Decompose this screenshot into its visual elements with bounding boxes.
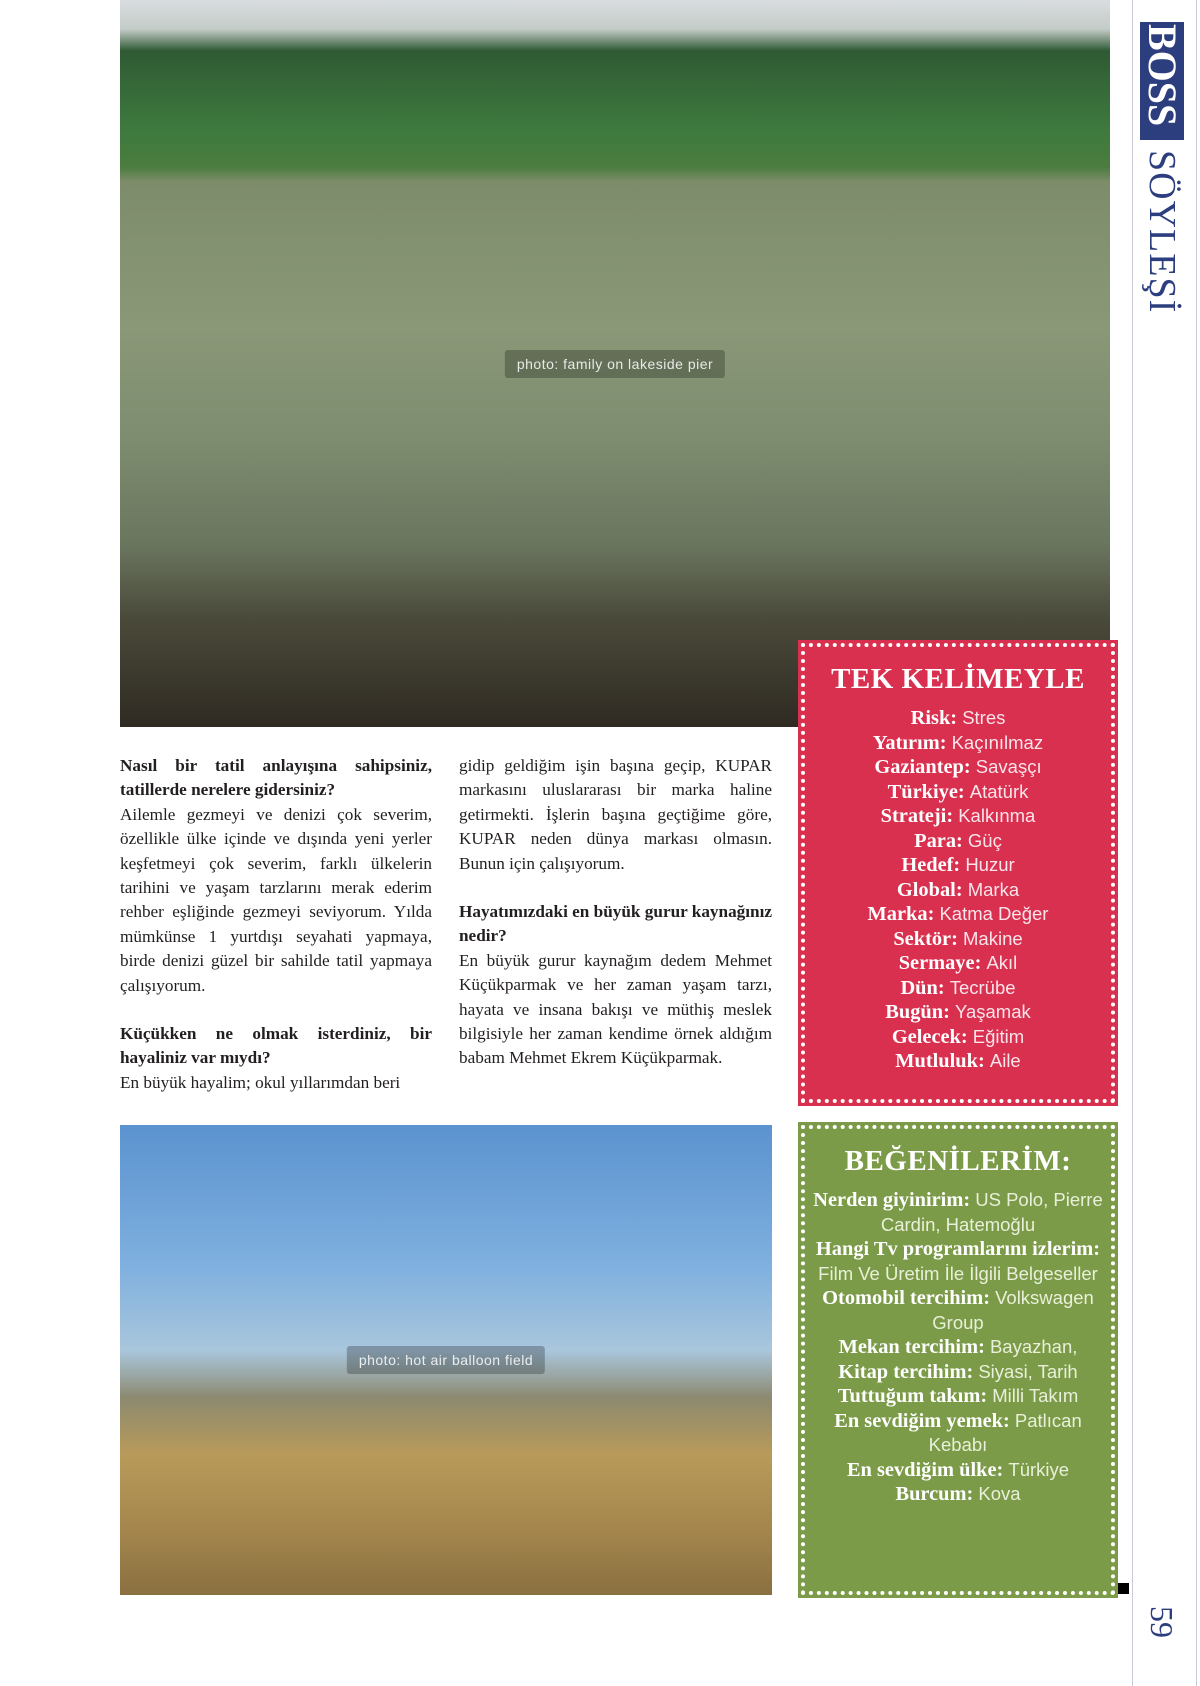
like-item-value: Kova (978, 1483, 1021, 1504)
begenilerim-box (801, 1125, 1115, 1595)
like-item-value: Volkswagen Group (932, 1287, 1094, 1333)
like-item: Mekan tercihim: Bayazhan, (838, 1336, 1078, 1358)
word-item-key: Mutluluk (895, 1050, 978, 1072)
word-item-key: Bugün (885, 1001, 944, 1023)
word-item: Para: Güç (914, 829, 1002, 852)
like-item-key: Otomobil tercihim (822, 1287, 984, 1309)
like-item-key: Hangi Tv programlarını izlerim (815, 1238, 1094, 1260)
like-item: Hangi Tv programlarını izlerim: Film Ve Üretim İle İlgili Belgeseller (815, 1238, 1101, 1284)
word-item-key: Sermaye (898, 952, 975, 974)
word-item-value: Marka (967, 878, 1020, 900)
like-item-key: Mekan tercihim (838, 1336, 979, 1358)
question: Küçükken ne olmak isterdiniz, bir hayaliniz var mıydı? (120, 1024, 432, 1068)
word-item-value: Stres (962, 707, 1006, 728)
page-sidebar (1130, 0, 1200, 1686)
word-item-value: Tecrübe (949, 976, 1016, 998)
word-item: Yatırım: Kaçınılmaz (872, 731, 1044, 754)
box-title: BEĞENİLERİM: (844, 1145, 1072, 1177)
like-item: Burcum: Kova (895, 1483, 1021, 1505)
photo-placeholder-label: photo: family on lakeside pier (505, 350, 725, 378)
answer: Ailemle gezmeyi ve denizi çok severim, özellikle ülke içinde ve dışında yeni yerler keşfetmeyi çok severim, farklı ülkelerin tarihini ve yaşam tarzlarını merak ederim rehber eşliğinde gezmeyi seviyorum. Yılda mümkünse 1 yurtdışı seyahati yapmaya, birde denizi güzel bir sahilde tatil yapmaya çalışıyorum. (120, 804, 432, 995)
word-item: Sektör: Makine (893, 927, 1023, 950)
word-item-key: Yatırım (872, 731, 940, 754)
word-item: Gaziantep: Savaşçı (874, 756, 1042, 778)
word-item-key: Global (896, 878, 956, 901)
like-item: En sevdiğim ülke: Türkiye (846, 1458, 1070, 1481)
word-item-key: Gaziantep (874, 756, 964, 778)
tek-kelimeyle-box (801, 643, 1115, 1103)
answer: En büyük hayalim; okul yıllarımdan beri (120, 1072, 401, 1092)
question: Hayatımızdaki en büyük gurur kaynağınız nedir? (459, 902, 772, 946)
word-item-value: Kaçınılmaz (951, 731, 1044, 753)
answer: gidip geldiğim işin başına geçip, KUPAR markasını uluslararası bir marka haline getirmekti. İşlerin başına geçtiğime göre, KUPAR neden dünya markası olmasın. Bunun için çalışıyorum. (459, 756, 772, 873)
like-item-key: En sevdiğim ülke (846, 1458, 997, 1481)
word-item: Türkiye: Atatürk (887, 780, 1029, 803)
word-item-key: Dün (900, 976, 938, 999)
word-item-key: Hedef (901, 854, 954, 876)
question: Nasıl bir tatil anlayışına sahipsiniz, tatillerde nerelere gidersiniz? (120, 756, 432, 800)
word-item-key: Risk (910, 707, 951, 729)
like-item-value: Türkiye (1008, 1458, 1070, 1480)
word-item-key: Türkiye (887, 780, 958, 803)
word-item: Risk: Stres (910, 707, 1006, 729)
section-title: SÖYLEŞİ (1141, 150, 1183, 314)
word-item: Dün: Tecrübe (900, 976, 1016, 999)
like-item: Kitap tercihim: Siyasi, Tarih (838, 1360, 1078, 1383)
word-item-key: Marka (867, 903, 928, 925)
page-number: 59 (1144, 1606, 1180, 1638)
word-item-key: Sektör (893, 927, 952, 950)
like-item-value: Milli Takım (992, 1385, 1079, 1406)
word-item-value: Aile (989, 1050, 1021, 1071)
end-mark (1118, 1583, 1129, 1594)
word-item-key: Para (914, 829, 957, 852)
like-item-key: Nerden giyinirim (813, 1189, 964, 1211)
family-lake-photo (120, 0, 1110, 727)
word-item: Mutluluk: Aile (895, 1050, 1021, 1072)
likes-list (805, 1188, 1111, 1507)
magazine-brand: BOSS (1140, 24, 1185, 127)
balloon-field-photo (120, 1125, 772, 1595)
like-item: Otomobil tercihim: Volkswagen Group (822, 1287, 1094, 1333)
like-item: En sevdiğim yemek: Patlıcan Kebabı (834, 1409, 1082, 1455)
word-item-value: Katma Değer (939, 903, 1049, 924)
word-item: Strateji: Kalkınma (880, 805, 1036, 827)
like-item-value: Film Ve Üretim İle İlgili Belgeseller (818, 1262, 1098, 1284)
photo-placeholder-label: photo: hot air balloon field (347, 1346, 545, 1374)
word-item: Gelecek: Eğitim (891, 1025, 1025, 1048)
word-item-key: Strateji (880, 805, 947, 827)
word-item: Global: Marka (896, 878, 1020, 901)
word-item: Hedef: Huzur (901, 854, 1015, 876)
word-item-key: Gelecek (891, 1025, 961, 1048)
box-title: TEK KELİMEYLE (831, 663, 1085, 695)
like-item-key: Tuttuğum takım (837, 1385, 981, 1407)
like-item: Nerden giyinirim: US Polo, Pierre Cardin, Hatemoğlu (813, 1189, 1103, 1235)
word-item-value: Kalkınma (958, 805, 1036, 826)
like-item-key: Burcum (895, 1483, 967, 1505)
like-item-key: En sevdiğim yemek (834, 1409, 1004, 1432)
like-item-key: Kitap tercihim (838, 1360, 967, 1383)
article-column-left (120, 754, 432, 1095)
like-item-value: Patlıcan Kebabı (928, 1409, 1082, 1455)
sidebar-rule (1196, 0, 1197, 1686)
word-item-value: Makine (963, 927, 1023, 949)
word-item-value: Atatürk (969, 780, 1029, 802)
word-item-value: Savaşçı (975, 756, 1042, 777)
word-item-value: Güç (967, 829, 1002, 851)
word-item-value: Yaşamak (954, 1001, 1031, 1022)
word-item-value: Eğitim (972, 1025, 1025, 1047)
sidebar-rule (1132, 0, 1133, 1686)
like-item-value: US Polo, Pierre Cardin, Hatemoğlu (880, 1189, 1103, 1235)
article-column-middle (459, 754, 772, 1071)
word-item: Sermaye: Akıl (898, 952, 1018, 974)
like-item-value: Bayazhan, (989, 1336, 1078, 1357)
word-item-value: Huzur (965, 854, 1015, 875)
word-item: Bugün: Yaşamak (885, 1001, 1031, 1023)
word-item-value: Akıl (986, 952, 1018, 973)
like-item-value: Siyasi, Tarih (978, 1360, 1078, 1382)
word-item: Marka: Katma Değer (867, 903, 1049, 925)
word-list (805, 706, 1111, 1074)
answer: En büyük gurur kaynağım dedem Mehmet Küçükparmak ve her zaman yaşam tarzı, hayata ve insana bakışı ve müthiş meslek bilgisiyle her zaman kendime örnek aldığım babam Mehmet Ekrem Küçükparmak. (459, 950, 772, 1068)
like-item: Tuttuğum takım: Milli Takım (837, 1385, 1079, 1407)
